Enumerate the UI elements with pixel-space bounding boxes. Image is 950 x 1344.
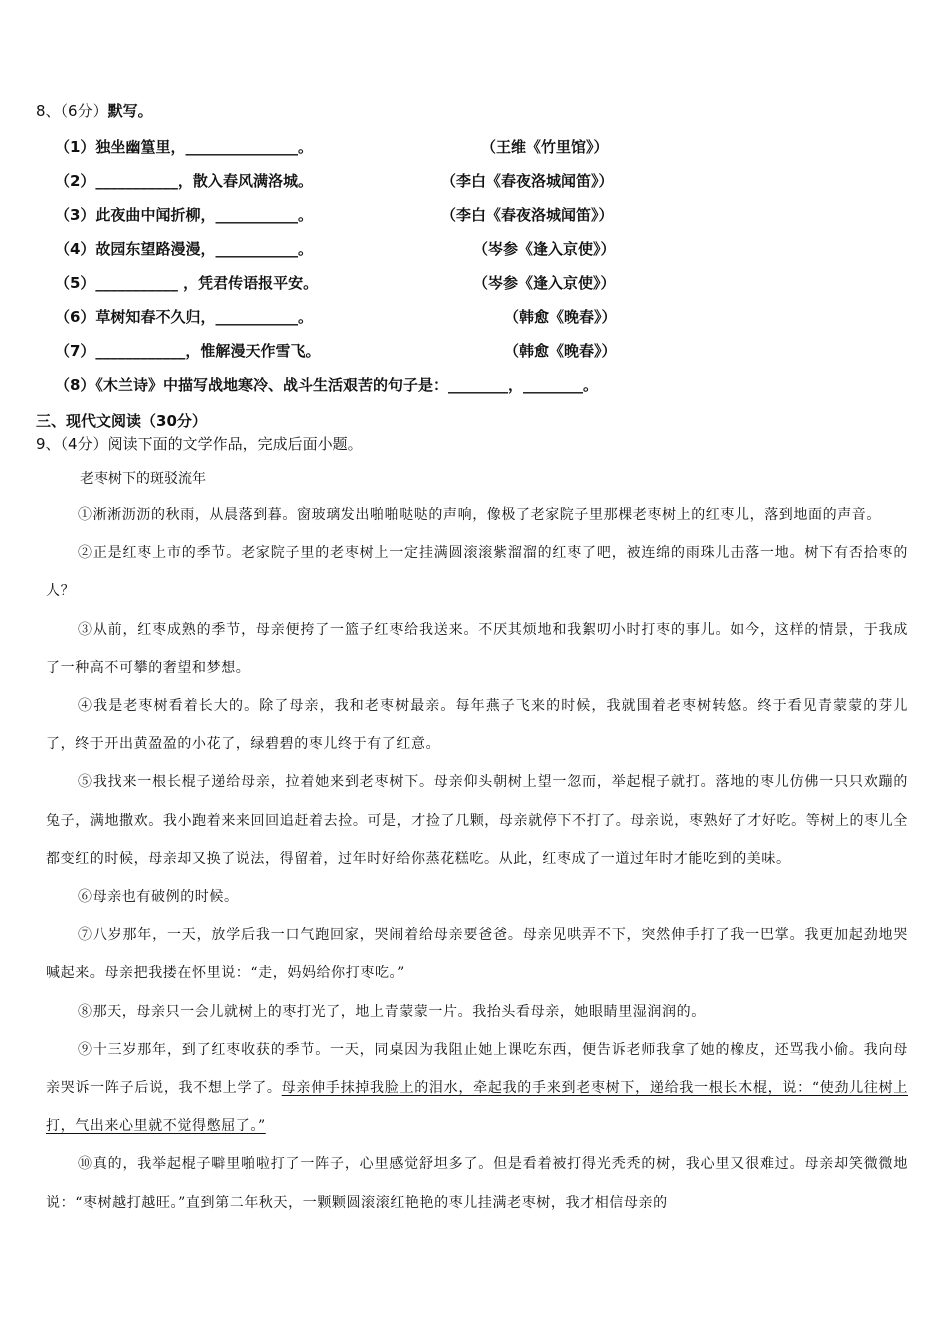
dictation-item-7: （7）____________，惟解漫天作雪飞。 xyxy=(55,342,321,360)
paragraph-8: ⑧那天，母亲只一会儿就树上的枣打光了，地上青蒙蒙一片。我抬头看母亲，她眼睛里湿润润的。 xyxy=(78,1003,706,1020)
dictation-item-3: （3）此夜曲中闻折柳，___________。 xyxy=(55,206,313,224)
dictation-source-4: （岑参《逢入京使》） xyxy=(473,240,616,258)
dictation-item-4: （4）故园东望路漫漫，___________。 xyxy=(55,240,313,258)
dictation-source-3: （李白《春夜洛城闻笛》） xyxy=(441,206,614,224)
paragraph-10: ⑩真的，我举起棍子噼里啪啦打了一阵子，心里感觉舒坦多了。但是看着被打得光秃秃的树，我心里又很难过。母亲却笑微微地说：“枣树越打越旺。”直到第二年秋天，一颗颗圆滚滚红艳艳的枣儿挂满老枣树，我才相信母亲的 xyxy=(46,1156,908,1211)
paragraph-9-text: ⑨十三岁那年，到了红枣收获的季节。一天，同桌因为我阻止她上课吃东西，便告诉老师我拿了她的橡皮，还骂我小偷。我向母亲哭诉一阵子后说，我不想上学了。 xyxy=(46,1041,908,1097)
dictation-source-1: （王维《竹里馆》） xyxy=(481,138,609,156)
dictation-item-1: （1）独坐幽篁里，_______________。 xyxy=(55,138,313,156)
dictation-source-5: （岑参《逢入京使》） xyxy=(473,274,616,292)
paragraph-7: ⑦八岁那年，一天，放学后我一口气跑回家，哭闹着给母亲要爸爸。母亲见哄弄不下，突然伸手打了我一巴掌。我更加起劲地哭喊起来。母亲把我搂在怀里说：“走，妈妈给你打枣吃。” xyxy=(46,927,908,982)
dictation-item-5: （5）___________ ，凭君传语报平安。 xyxy=(55,274,319,292)
dictation-item-2: （2）___________，散入春风满洛城。 xyxy=(55,172,313,190)
paragraph-3: ③从前，红枣成熟的季节，母亲便挎了一篮子红枣给我送来。不厌其烦地和我絮叨小时打枣的事儿。如今，这样的情景，于我成了一种高不可攀的奢望和梦想。 xyxy=(46,621,908,676)
paragraph-6: ⑥母亲也有破例的时候。 xyxy=(78,889,239,906)
article-body xyxy=(46,496,908,1222)
paragraph-1: ①淅淅沥沥的秋雨，从晨落到暮。窗玻璃发出啪啪哒哒的声响，像极了老家院子里那棵老枣树上的红枣儿，落到地面的声音。 xyxy=(78,507,881,523)
question-9-header: 9、（4分）阅读下面的文学作品，完成后面小题。 xyxy=(36,435,363,453)
paragraph-9 xyxy=(46,1031,908,1146)
dictation-item-8: （8）《木兰诗》中描写战地寒冷、战斗生活艰苦的句子是：________，________。 xyxy=(55,376,598,394)
dictation-source-2: （李白《春夜洛城闻笛》） xyxy=(441,172,614,190)
question-8-header xyxy=(36,100,153,121)
dictation-item-6: （6）草树知春不久归，___________。 xyxy=(55,308,313,326)
paragraph-5: ⑤我找来一根长棍子递给母亲，拉着她来到老枣树下。母亲仰头朝树上望一忽而，举起棍子就打。落地的枣儿仿佛一只只欢蹦的兔子，满地撒欢。我小跑着来来回回追赶着去捡。可是，才捡了几颗，母亲就停下不打了。母亲说，枣熟好了才好吃。等树上的枣儿全都变红的时候，母亲却又换了说法，得留着，过年时好给你蒸花糕吃。从此，红枣成了一道过年时才能吃到的美味。 xyxy=(46,774,908,867)
dictation-source-6: （韩愈《晚春》） xyxy=(504,308,617,326)
paragraph-2: ②正是红枣上市的季节。老家院子里的老枣树上一定挂满圆滚滚紫溜溜的红枣了吧，被连绵的雨珠儿击落一地。树下有否拾枣的人？ xyxy=(46,545,908,600)
question-8-points: （6分） xyxy=(60,102,108,120)
section-3-title: 三、现代文阅读（30分） xyxy=(36,412,207,430)
article-title: 老枣树下的斑驳流年 xyxy=(80,471,206,487)
paragraph-4: ④我是老枣树看着长大的。除了母亲，我和老枣树最亲。每年燕子飞来的时候，我就围着老枣树转悠。终于看见青蒙蒙的芽儿了，终于开出黄盈盈的小花了，绿碧碧的枣儿终于有了红意。 xyxy=(46,698,908,753)
question-8-number: 8、 xyxy=(36,102,61,120)
dictation-source-7: （韩愈《晚春》） xyxy=(504,342,617,360)
paragraph-9-underlined-text: 母亲伸手抹掉我脸上的泪水，牵起我的手来到老枣树下，递给我一根长木棍，说：“使劲儿往树上打，气出来心里就不觉得憋屈了。” xyxy=(46,1080,908,1135)
question-8-instruction: 默写。 xyxy=(107,102,153,120)
